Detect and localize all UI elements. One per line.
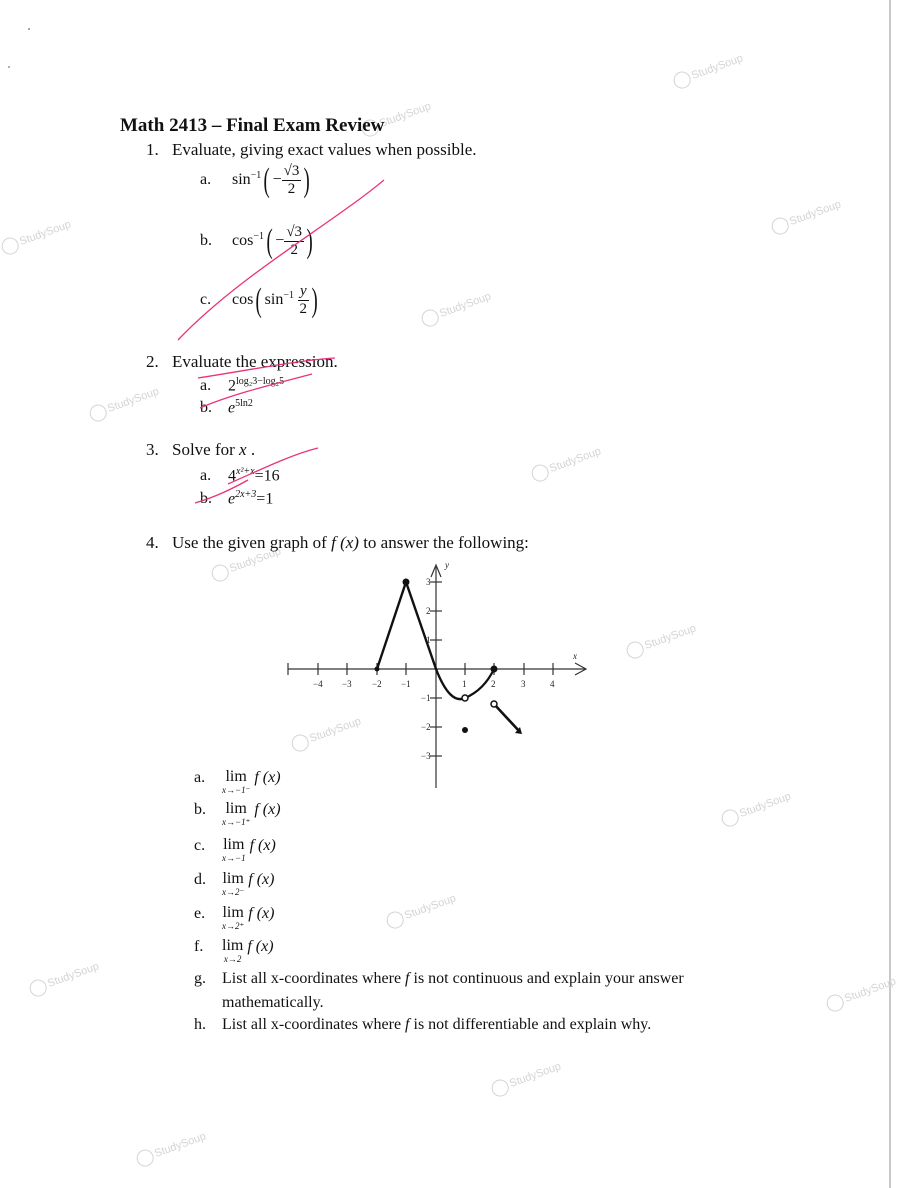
watermark: StudySoup (87, 383, 161, 424)
watermark: StudySoup (134, 1128, 208, 1169)
open-point (491, 701, 497, 707)
q2-part-b: b. $e^{5ln2}$ (200, 398, 253, 417)
q1-part-b: b. $\cos^{-1}$( − $\frac{√3}{2}$ ) (200, 222, 313, 260)
y-tick-label: −1 (421, 693, 431, 703)
closed-point (462, 727, 468, 733)
question-number: 1. (146, 140, 159, 159)
question-text: Evaluate, giving exact values when possible. (172, 140, 477, 159)
watermark: StudySoup (289, 713, 363, 754)
watermark: StudySoup (529, 443, 603, 484)
exponent: 5ln2 (235, 398, 253, 409)
y-axis-label: y (445, 560, 449, 570)
watermark: StudySoup (359, 98, 433, 139)
question-number: 2. (146, 352, 159, 371)
x-tick-label: −2 (372, 679, 382, 689)
exponent: −1 (253, 230, 264, 242)
q3-part-b: b. $e^{2x+3}=1$ (200, 489, 274, 508)
question-number: 3. (146, 440, 159, 459)
closed-point (491, 666, 498, 673)
watermark: StudySoup (0, 216, 74, 257)
question-3: 3. Solve for x . (146, 440, 256, 459)
q4-part-g-continued: mathematically. (222, 994, 324, 1011)
q4-part-d: d. lim x→2⁻ f (x) (194, 870, 275, 897)
part-label: a. (200, 377, 212, 395)
part-label: b. (200, 232, 212, 250)
exponent: −1 (250, 169, 262, 181)
y-tick-label: −3 (421, 751, 431, 761)
y-tick-label: −2 (421, 722, 431, 732)
part-label: b. (200, 399, 212, 417)
x-tick-label: −4 (313, 679, 323, 689)
curve-segment (494, 704, 520, 732)
page-title: Math 2413 – Final Exam Review (120, 115, 385, 136)
sign: − (272, 171, 282, 189)
watermark: StudySoup (419, 288, 493, 329)
x-tick-label: −1 (401, 679, 411, 689)
q4-part-b: b. lim x→−1⁺ f (x) (194, 800, 281, 827)
exponent: −1 (283, 289, 294, 301)
sign: − (275, 232, 285, 250)
watermark: StudySoup (824, 973, 898, 1014)
exponent: x²+x (236, 466, 255, 477)
q4-part-c: c. lim x→−1 f (x) (194, 836, 276, 863)
x-tick-label: 4 (550, 679, 555, 689)
func-name: cos (232, 291, 254, 309)
fraction: $\frac{√3}{2}$ (283, 163, 300, 197)
x-tick-label: 3 (521, 679, 526, 689)
y-tick-label: 1 (426, 635, 431, 645)
q4-part-f: f. lim x→2 f (x) (194, 937, 274, 964)
exponent: log₂3−log₂5 (236, 376, 285, 387)
q4-part-g: g. List all x-coordinates where f is not continuous and explain your answer (194, 970, 684, 987)
pen-annotation (178, 180, 384, 503)
q4-part-h: h. List all x-coordinates where f is not differentiable and explain why. (194, 1016, 652, 1033)
watermark: StudySoup (489, 1058, 563, 1099)
q3-part-a: a. $4^{x^2+x}=16$ (200, 466, 280, 485)
question-text: Evaluate the expression. (172, 352, 338, 371)
y-tick-label: 3 (426, 577, 431, 587)
func-name: cos (232, 232, 254, 250)
question-number: 4. (146, 533, 159, 552)
part-label: b. (200, 490, 212, 508)
watermark: StudySoup (624, 620, 698, 661)
part-label: a. (200, 467, 212, 485)
part-label: c. (200, 291, 212, 309)
q2-part-a: a. $2^{log_23-log_25}$ (200, 376, 285, 395)
x-tick-label: −3 (342, 679, 352, 689)
watermark: StudySoup (719, 788, 793, 829)
func-name: sin (264, 291, 284, 309)
watermark: StudySoup (27, 958, 101, 999)
fraction: $\frac{y}{2}$ (299, 283, 308, 317)
closed-point (403, 579, 410, 586)
func-name: sin (232, 171, 251, 189)
curve-segment (377, 582, 465, 699)
open-point (462, 695, 468, 701)
watermark: StudySoup (384, 890, 458, 931)
endpoint (375, 667, 380, 672)
q4-part-e: e. lim x→2⁺ f (x) (194, 904, 275, 931)
q1-part-a: a. $\sin^{-1}$( − $\frac{√3}{2}$ ) (200, 161, 311, 199)
curve-segment (465, 669, 494, 698)
x-axis-label: x (573, 651, 577, 661)
watermark: StudySoup (769, 196, 843, 237)
part-label: a. (200, 171, 212, 189)
q1-part-c: c. cos( $\sin^{-1}$ $\frac{y}{2}$ ) (200, 281, 318, 319)
x-tick-label: 1 (462, 679, 467, 689)
watermark: StudySoup (209, 543, 283, 584)
question-4: 4. Use the given graph of f (x) to answer the following: (146, 533, 529, 552)
watermark: StudySoup (671, 50, 745, 91)
y-tick-label: 2 (426, 606, 431, 616)
x-tick-label: 2 (491, 679, 496, 689)
exponent: 2x+3 (235, 489, 257, 500)
q4-part-a: a. lim x→−1⁻ f (x) (194, 768, 281, 795)
fraction: $\frac{√3}{2}$ (286, 224, 303, 258)
